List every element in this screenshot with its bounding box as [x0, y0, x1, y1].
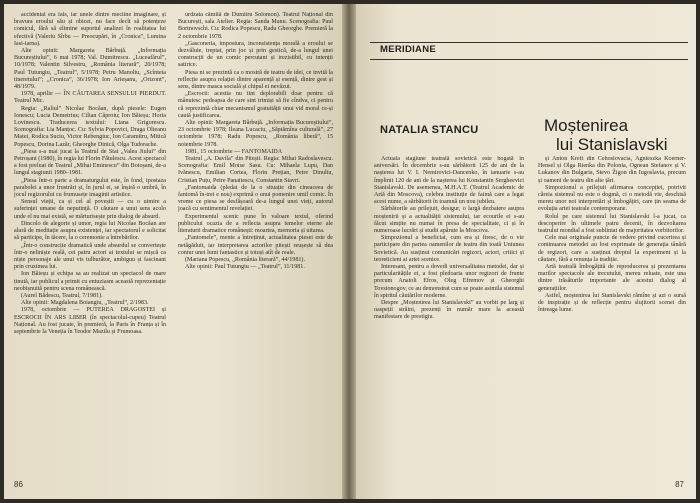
paragraph: Ion Băieșu și echipa sa au realizat un spectacol de mare ținută, iar publicul a primit cu entuziasm această reprezentație neobișnuită pentru scena românească.: [14, 271, 166, 292]
article-title-line-1: Moștenirea: [544, 116, 629, 135]
left-page-number: 86: [14, 480, 23, 489]
rubric-title: MERIDIANE: [380, 44, 437, 55]
right-page-number: 87: [675, 480, 684, 489]
paragraph: 1978, octombrie — PUTEREA DRAGOSTEI și ESCROCII ÎN ARS LIBER (în spectacolul-cupeu) Teatrul Național. Au fost jucate, în premieră, la Paris în Franța și în septembrie la Veneția în Teodor Mazilu și Frumoasa.: [14, 307, 166, 335]
paragraph: „Fantomaida (pledat de la o situație din cineaceea de fantomă în-trei e nou) exprimă o unui pomenire umil comic. În vreme ce piesa se desfășoară de-a lungul unei vieți, autorul joacă cu sentimentul revelației.: [178, 184, 333, 213]
left-page: [4, 4, 342, 499]
paragraph: Experimentul scenic pune în valoare textul, oferind publicului ocazia de a reflecta asupra temelor eterne ale literaturii dramatice românești: moartea, memoria și uitarea.: [178, 213, 333, 235]
paragraph: Alte opinii: Margareta Bărbuță. „Informația Bucureștiului”, 6 mai 1978; Val. Dumitrescu. „Luceafărul”, 10/1978; Valentin Silvestru, „România literară”, 20/1978; Paul Tutungiu, „Teatrul”, 5/1978; Petru Manoliu, „Scînteia tineretului”; „Cronica”, 36/1978; Ion Arieșanu, „Orizont”, 48/1979.: [14, 48, 166, 91]
paragraph: „Fantomele”, mente a întreținut, actualitatea piesei este de netăgăduit, iar interpretarea actorilor pitești reușește să dea contur unei lumi fantastice și totuși atît de reale.: [178, 235, 333, 256]
paragraph: Cele mai originale puncte de vedere privind cucerirea și continuarea metodei au fost exprimate de generația tânără de regizori, care a susținut dreptul la experiment și la căutare, fără a renunța la tradiție.: [538, 235, 686, 263]
paragraph: „Gasconeria, impostura, inconsistența morală a eroului se dezvăluie, treptat, prin joc și prin gestică, de-a lungul unei construcții de un comic percutant și irezistibil, cu intenții satirice.: [178, 40, 333, 69]
right-page: [356, 4, 696, 499]
paragraph: Astfel, moștenirea lui Stanislavski rămîne și azi o sursă de inspirație și de reflecție pentru slujitorii scenei din întreaga lume.: [538, 292, 686, 314]
paragraph: (Mariana Popescu, „România literară”, 44/1981).: [185, 256, 305, 263]
article-title-line-2: lui Stanislavski: [556, 135, 668, 154]
paragraph: Teatrul „A. Davila” din Pitești. Regia: Mihai Radoslavescu. Scenografia: Emil Moise Sasu. Cu: Mihaela Lupu, Dan Ivănescu, Emilian Cortea, Florin Prețian, Petre Dinuliu, Cristian Puțu, Petre Panaitescu, Constantin Stavri.: [178, 156, 333, 184]
paragraph: și Anton Kreft din Cehoslovacia, Agnieszka Koerner-Hensel și Olga Rienka din Polonia, Ognean Stefanov și V. Lukanov din Bulgaria, Stevo Žigon din Iugoslavia, precum și oameni de teatru din alte țări.: [538, 156, 686, 184]
rubric-top-rule: [370, 42, 688, 43]
paragraph: Rolul pe care sistemul lui Stanislavski l-a jucat, ca descoperire în ultimele patru decenii, în dezvoltarea teatrului mondial a fost subliniat de majoritatea vorbitorilor.: [538, 213, 686, 235]
paragraph: „Piesa într-o parte a dramaturgului este, în fond, ipostaza parabolei a unor frustrări și, în jurul ei, se înșiră o umbră, în jocul regizorului cu frumusețe imaginii artistice.: [14, 177, 166, 199]
left-column-2: [178, 12, 333, 452]
paragraph: Artă teatrală îmbogățită de reproducerea și prezentarea marilor spectacole ale trecutului, mereu reluate, este una dintre trăsăturile importante ale acestui dialog al generațiilor.: [538, 264, 686, 292]
paragraph: Simpozionul a beneficiat, cum era și firesc, de o vie participare din partea oamenilor de teatru din toată Uniunea Sovietică. Au susținut comunicări regizori, actori, critici și teoreticieni ai artei scenice.: [374, 235, 524, 263]
paragraph: „Piesa s-a mai jucat la Teatrul de Stat „Valea Jiului” din Petroșani (1980), în regia lui Florin Fătulescu. Acest spectacol a fost preluat de Teatrul „Mihai Eminescu” din Botoșani, de-a lungul stagiunii 1980–1981.: [14, 148, 166, 177]
paragraph: Piesa ni se prezintă ca o mostră de teatru de idei, ce invită la reflecție asupra relației dintre aparență și esență, dintre gest și sens, dintre masca socială și chipul ei nevăzut.: [178, 69, 333, 91]
right-column-2: [538, 156, 686, 456]
rubric-bottom-rule: [370, 59, 688, 60]
paragraph: „Într-o construcție dramatică unde absurdul se convertește într-o neliniște reală, cei patru actori ai textului se mișcă ca niște personaje ale unui vis tulburător, ambiguu și fascinant prin cruzimea lui.: [14, 242, 166, 271]
paragraph: accidental era fals, iar unele dintre meciine imaginare, și bravura eroului său și obicei, nu face decît să potențeze comicul, fără să elimine suportul analizei în realitatea lui efectivă (Valeriu Sîrbu — Preocupări, în „Cronica”, Lumina Iasi-iarna).: [14, 12, 166, 47]
paragraph: Sensul vieții, ca și cel al poveștii — cu o uimire a suferinței umane de neputință. O căutare a unui sens acolo unde el nu mai există, se mărturisește prin dialog de absurd.: [14, 199, 166, 220]
paragraph: Dincolo de alegorie și umor, regia lui Nicolae Bocăan are alură de meditație asupra existenței, iar spectatorul e solicitat să participe, în tăcere, la o ceremonie a întrebărilor.: [14, 220, 166, 242]
paragraph: Regia: „Raliul” Nicolae Bocăan, după piesele: Eugen Ionescu; Lucia Demetrius; Cilian Căproiu; Ion Băieșu; Horia Lovinescu. Traducerea textului: Liana Grigorescu. Scenografia: Lia Manțoc. Cu: Sylvia Popovici, Draga Olteanu Matei, Rodica Suciu, Victor Rebengiuc, Ion Caramitru, Mitică Popescu, Dorina Lazăr, Gheorghe Dinică, Olga Tudorache.: [14, 105, 166, 148]
paragraph: Actuala stagiune teatrală sovietică este bogată în aniversări. În decembrie s-au sărbătorit 125 de ani de la nașterea lui V. I. Nemirovici-Dancenko, în ianuarie s-au împlinit 120 de ani de la nașterea lui Konstantin Sergheevici Stanislavski. De asemenea, M.H.A.T. (Teatrul Academic de Artă din Moscova), celebra instituție de faimă care a legat acest nume, a sărbătorit în toamnă un nou jubileu.: [374, 156, 524, 206]
paragraph: Despre „Moștenirea lui Stanislavski” au vorbit pe larg și oaspeții străini, prezenți în număr mare la această manifestare de prestigiu.: [374, 300, 524, 321]
paragraph: Alte opinii: Margareta Bărbuță. „Informația Bucureștiului”, 23 octombrie 1978; Ileana Lucaciu, „Săptămîna culturală”, 27 octombrie 1978; Radu Popescu, „România liberă”, 15 noiembrie 1978.: [178, 120, 333, 148]
paragraph: 1978, aprilie — ÎN CĂUTAREA SENSULUI PIERDUT. Teatrul Mic.: [14, 91, 166, 105]
paragraph: 1981, 15 octombrie — FANTOMAIDA: [185, 148, 283, 155]
paragraph: (Aurel Bădescu, Teatrul, 7/1981).: [21, 292, 103, 299]
article-author: NATALIA STANCU: [380, 124, 479, 136]
paragraph: „Escrocii: acestia nu tint deplorabili doar pentru că mânuiesc pedeapsa de care sint trimiși să fie cîndva, ci pentru că reprezintă chiar mecanismul gratuității unui vid moral ce-și caută justificarea.: [178, 91, 333, 119]
paragraph: Sărbătorile au prilejuit, desigur, o largă dezbatere asupra moștenirii și a actualității sistemului, iar ecourile ei s-au făcut simțite nu numai în presa de specialitate, ci și în numeroase lucrări și studii apărute la Moscova.: [374, 206, 524, 235]
book-gutter: [342, 4, 356, 499]
article-title: [544, 116, 684, 154]
left-column-1: [14, 12, 166, 452]
paragraph: Simpozionul a prilejuit afirmarea concepției, potrivit căreia sistemul nu este o dogmă, ci o metodă vie, deschisă mereu unor noi interpretări și îmbogățiri, care țin seama de evoluția artei teatrale contemporane.: [538, 184, 686, 213]
right-column-1: [374, 156, 524, 456]
paragraph: urdzata cămilă de Dumitru Solomon). Teatrul Național din București, sala Atelier. Regia: Sanda Manu. Scenografia: Paul Bortnovschi. Cu: Rodica Popescu, Radu Gheorghe. Premieră la 2 octombrie 1978.: [178, 12, 333, 40]
paragraph: Alte opinii: Paul Tutungiu — „Teatrul”, 11/1981.: [185, 264, 305, 271]
paragraph: Interesant, pentru a dovedi universalitatea metodei, dar și particularitățile ei, a fost pledoaria unor regizori de frunte precum Anatoli Efros, Oleg Efremov și Gheorghi Tovstonogov, ce au demonstrat cum se poate asimila sistemul în spiritul căutărilor moderne.: [374, 264, 524, 299]
paragraph: Alte opinii: Magdalena Boiangiu, „Teatrul”, 2/1983.: [21, 300, 149, 307]
